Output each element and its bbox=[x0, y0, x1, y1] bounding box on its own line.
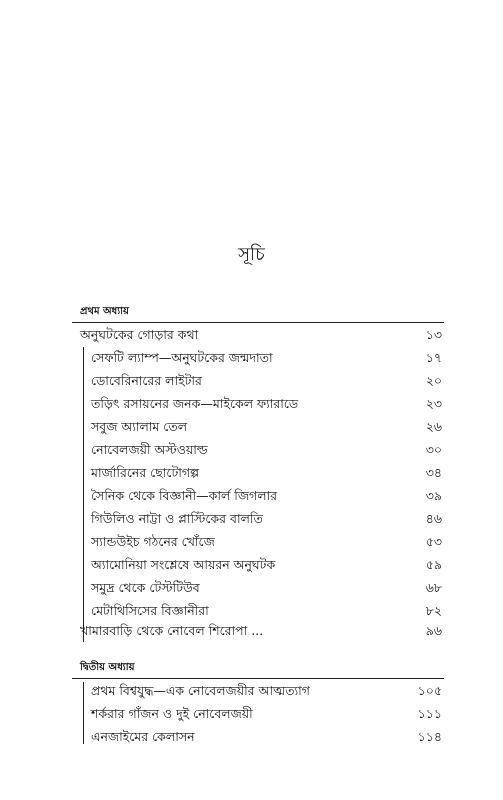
toc-entry-title: তড়িৎ রসায়নের জনক—মাইকেল ফ্যারাডে bbox=[91, 396, 299, 411]
section-heading-1: প্রথম অধ্যায় bbox=[80, 306, 129, 317]
toc-entry[interactable] bbox=[0, 393, 503, 415]
toc-entry-title: ডোবেরিনারের লাইটার bbox=[91, 373, 202, 388]
toc-entry-page: ৫৩ bbox=[425, 534, 442, 549]
toc-entry[interactable] bbox=[0, 703, 503, 725]
toc-entry-page: ৮২ bbox=[425, 603, 442, 618]
toc-entry-page: ২০ bbox=[425, 373, 442, 388]
toc-entry-title: এনজাইমের কেলাসন bbox=[91, 729, 195, 744]
toc-entry[interactable] bbox=[0, 726, 503, 748]
toc-entry-title: নোবেলজয়ী অস্টওয়াল্ড bbox=[91, 442, 208, 457]
toc-entry-title: মার্জারিনের ছোটোগল্প bbox=[91, 465, 200, 480]
toc-entry-page: ২৩ bbox=[425, 396, 442, 411]
toc-entry-page: ২৬ bbox=[425, 419, 442, 434]
toc-entry-page: ১০৫ bbox=[417, 683, 442, 698]
toc-entry[interactable] bbox=[0, 508, 503, 530]
toc-entry-title: শর্করার গাঁজন ও দুই নোবেলজয়ী bbox=[91, 706, 253, 721]
toc-entry[interactable] bbox=[0, 554, 503, 576]
toc-entry[interactable] bbox=[0, 680, 503, 702]
toc-entry[interactable] bbox=[0, 620, 503, 642]
section-rule-1 bbox=[72, 322, 444, 323]
toc-entry[interactable] bbox=[0, 577, 503, 599]
toc-entry[interactable] bbox=[0, 370, 503, 392]
toc-entry-title: খামারবাড়ি থেকে নোবেল শিরোপা ... bbox=[80, 623, 264, 638]
toc-entry-title: সেফটি ল্যাম্প—অনুঘটকের জন্মদাতা bbox=[91, 350, 273, 365]
toc-entry[interactable] bbox=[0, 600, 503, 622]
page-title: সূচি bbox=[238, 244, 265, 265]
toc-entry-title: সৈনিক থেকে বিজ্ঞানী—কার্ল জিগলার bbox=[91, 488, 278, 503]
toc-entry-page: ১৩ bbox=[425, 327, 442, 342]
toc-entry[interactable] bbox=[0, 485, 503, 507]
toc-entry-page: ৩৪ bbox=[425, 465, 442, 480]
toc-entry-title: গিউলিও নাট্টা ও প্লাস্টিকের বালতি bbox=[91, 511, 263, 526]
toc-entry-page: ১৭ bbox=[425, 350, 442, 365]
toc-entry[interactable] bbox=[0, 531, 503, 553]
toc-entry-title: স্যান্ডউইচ গঠনের খোঁজে bbox=[91, 534, 215, 549]
toc-entry[interactable] bbox=[0, 439, 503, 461]
toc-entry-page: ৫৯ bbox=[425, 557, 442, 572]
toc-entry[interactable] bbox=[0, 324, 503, 346]
toc-entry-page: ১১১ bbox=[417, 706, 442, 721]
toc-entry[interactable] bbox=[0, 416, 503, 438]
toc-entry-title: মেটাথিসিসের বিজ্ঞানীরা bbox=[91, 603, 209, 618]
toc-entry-title: সমুদ্র থেকে টেস্টটিউব bbox=[91, 580, 200, 595]
section-rule-2 bbox=[72, 678, 444, 679]
toc-entry-page: ১১৪ bbox=[417, 729, 442, 744]
toc-entry-title: অ্যামোনিয়া সংশ্লেষে আয়রন অনুঘটক bbox=[91, 557, 276, 572]
toc-entry-page: ৬৮ bbox=[425, 580, 442, 595]
toc-entry[interactable] bbox=[0, 347, 503, 369]
toc-entry-page: ৩০ bbox=[425, 442, 442, 457]
toc-entry[interactable] bbox=[0, 462, 503, 484]
section-heading-2: দ্বিতীয় অধ্যায় bbox=[80, 662, 135, 673]
toc-entry-title: সবুজ অ্যালাম তেল bbox=[91, 419, 188, 434]
toc-entry-page: ৪৬ bbox=[425, 511, 442, 526]
toc-entry-title: প্রথম বিশ্বযুদ্ধ—এক নোবেলজয়ীর আত্মত্যাগ bbox=[91, 683, 310, 698]
toc-entry-page: ৩৯ bbox=[425, 488, 442, 503]
toc-entry-page: ৯৬ bbox=[425, 623, 442, 638]
toc-entry-title: অনুঘটকের গোড়ার কথা bbox=[80, 327, 199, 342]
